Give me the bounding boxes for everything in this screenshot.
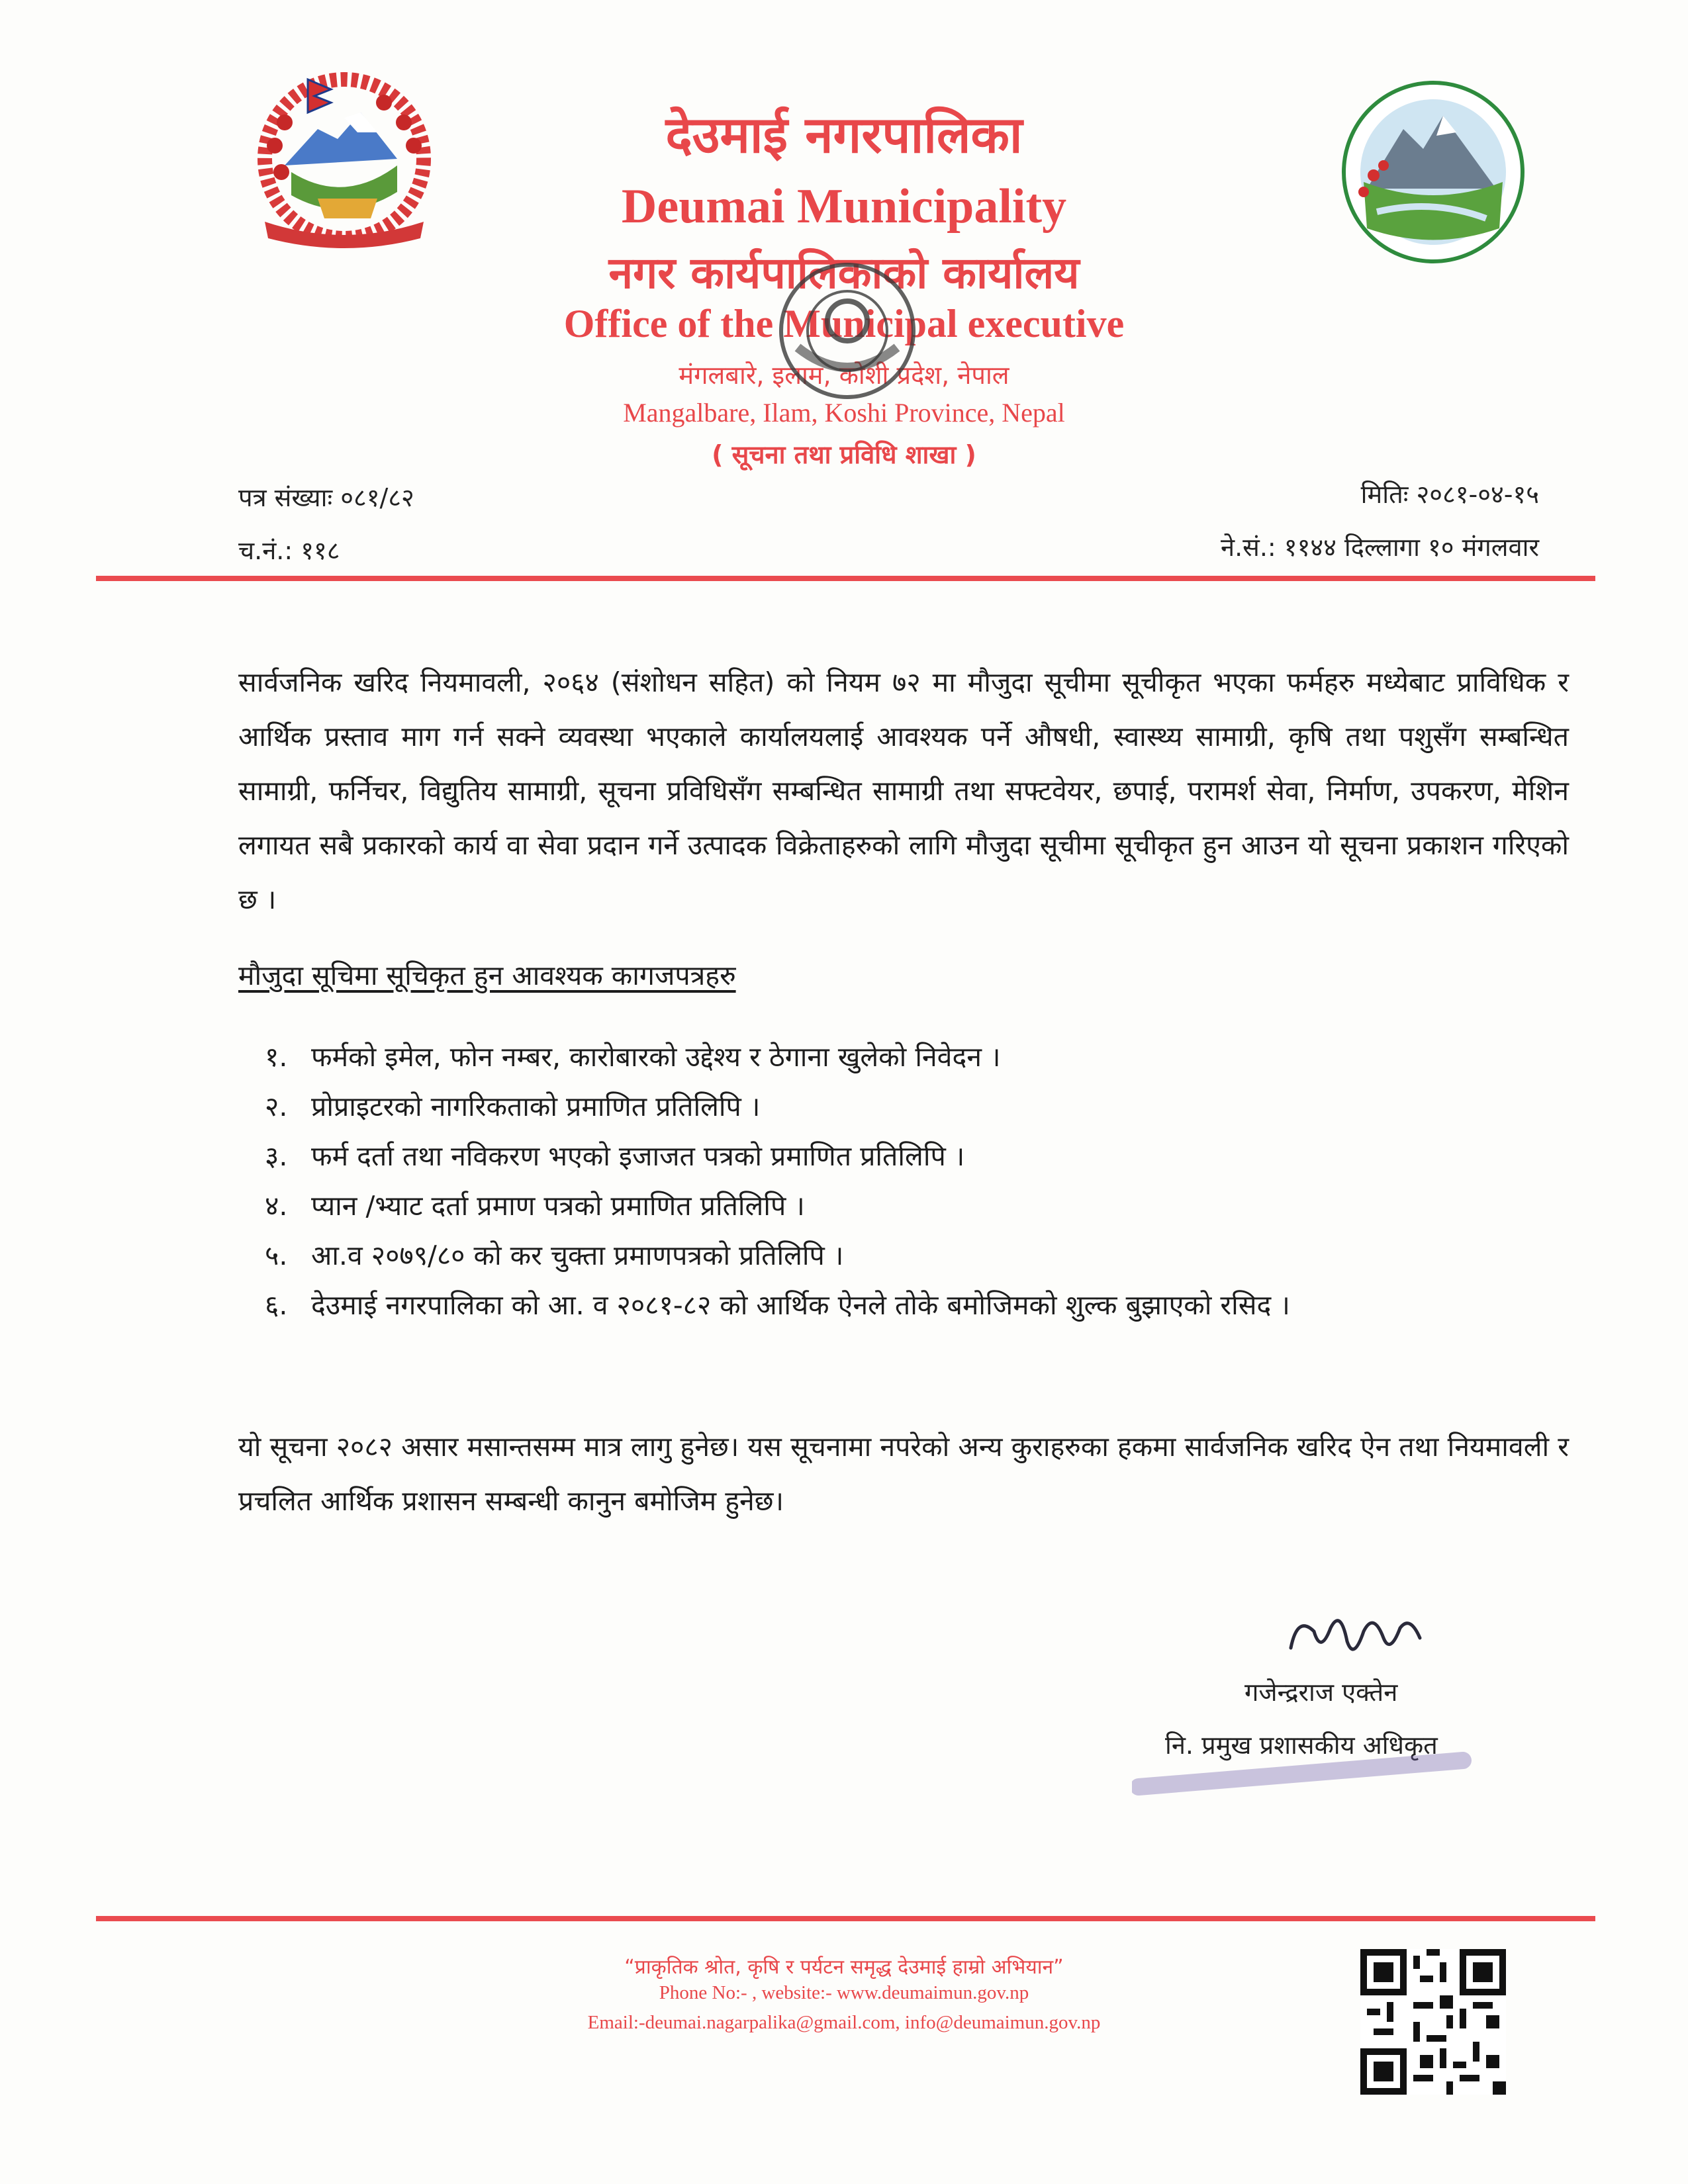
list-item-text: फर्म दर्ता तथा नविकरण भएको इजाजत पत्रको प्रमाणित प्रतिलिपि । <box>311 1140 965 1172</box>
list-item <box>265 1032 1523 1082</box>
municipality-name-en: Deumai Municipality <box>621 179 1067 234</box>
documents-list <box>265 1032 1523 1330</box>
address-np: मंगलबारे, इलाम, कोशी प्रदेश, नेपाल <box>679 361 1009 390</box>
list-item-text: देउमाई नगरपालिका को आ. व २०८१-८२ को आर्थिक ऐनले तोके बमोजिमको शुल्क बुझाएको रसिद । <box>311 1289 1290 1321</box>
footer-phone-website: Phone No:- , website:- www.deumaimun.gov.np <box>659 1982 1029 2003</box>
list-item-number: २. <box>265 1091 288 1122</box>
office-name-en: Office of the Municipal executive <box>563 302 1125 345</box>
list-item-number: ४. <box>265 1190 288 1222</box>
list-item-number: १. <box>265 1041 288 1073</box>
list-item-number: ३. <box>265 1140 288 1172</box>
letter-number: पत्र संख्याः ०८१/८२ <box>238 483 414 512</box>
list-item-number: ५. <box>265 1240 288 1271</box>
nepal-emblem-icon <box>245 66 444 258</box>
intro-paragraph: सार्वजनिक खरिद नियमावली, २०६४ (संशोधन सहित) को नियम ७२ मा मौजुदा सूचीमा सूचीकृत भएका फर्महरु मध्येबाट प्राविधिक र आर्थिक प्रस्ताव माग गर्न सक्ने व्यवस्था भएकाले कार्यालयलाई आवश्यक पर्ने औषधी, स्वास्थ्य सामाग्री, कृषि तथा पशुसँग सम्बन्धित सामाग्री, फर्निचर, विद्युतिय सामाग्री, सूचना प्रविधिसँग सम्बन्धित सामाग्री तथा सफ्टवेयर, छपाई, परामर्श सेवा, निर्माण, उपकरण, मेशिन लगायत सबै प्रकारको कार्य वा सेवा प्रदान गर्ने उत्पादक विक्रेताहरुको लागि मौजुदा सूचीमा सूचीकृत हुन आउन यो सूचना प्रकाशन गरिएको छ । <box>238 666 1569 915</box>
list-item <box>265 1281 1523 1330</box>
address-en: Mangalbare, Ilam, Koshi Province, Nepal <box>623 398 1065 428</box>
list-item-number: ६. <box>265 1289 288 1321</box>
list-item-text: प्यान /भ्याट दर्ता प्रमाण पत्रको प्रमाणित प्रतिलिपि । <box>311 1190 805 1222</box>
office-stamp-icon <box>771 255 923 407</box>
signature-scribble <box>1284 1602 1430 1674</box>
dispatch-number: च.नं.: ११८ <box>238 536 340 565</box>
qr-code-icon <box>1360 1949 1506 2095</box>
signatory-title: नि. प्रमुख प्रशासकीय अधिकृत <box>1165 1731 1438 1760</box>
list-item <box>265 1181 1523 1231</box>
list-item-text: आ.व २०७९/८० को कर चुक्ता प्रमाणपत्रको प्रतिलिपि । <box>311 1240 844 1271</box>
documents-heading: मौजुदा सूचिमा सूचिकृत हुन आवश्यक कागजपत्रहरु <box>238 960 736 991</box>
list-item-text: फर्मको इमेल, फोन नम्बर, कारोबारको उद्देश्य र ठेगाना खुलेको निवेदन । <box>311 1041 1001 1073</box>
list-item <box>265 1132 1523 1181</box>
signatory-name: गजेन्द्रराज एक्तेन <box>1244 1678 1398 1707</box>
list-item <box>265 1231 1523 1281</box>
office-name-np: नगर कार्यपालिकाको कार्यालय <box>608 248 1080 298</box>
section-name: ( सूचना तथा प्रविधि शाखा ) <box>712 440 976 469</box>
designation-stamp-icon <box>1132 1747 1476 1807</box>
nepal-sambat-date: ने.सं.: ११४४ दिल्लागा १० मंगलवार <box>1220 533 1539 562</box>
header-divider <box>96 576 1595 581</box>
footer-divider <box>96 1916 1595 1921</box>
deumai-logo-icon <box>1337 76 1529 268</box>
footer-email: Email:-deumai.nagarpalika@gmail.com, info@deumaimun.gov.np <box>587 2012 1101 2033</box>
letter-date: मितिः २०८१-०४-१५ <box>1360 480 1539 509</box>
list-item <box>265 1082 1523 1132</box>
footer-slogan: “प्राकृतिक श्रोत, कृषि र पर्यटन समृद्ध देउमाई हाम्रो अभियान” <box>624 1956 1064 1979</box>
municipality-name-np: देउमाई नगरपालिका <box>665 105 1023 164</box>
list-item-text: प्रोप्राइटरको नागरिकताको प्रमाणित प्रतिलिपि । <box>311 1091 761 1122</box>
closing-paragraph: यो सूचना २०८२ असार मसान्तसम्म मात्र लागु हुनेछ। यस सूचनामा नपरेको अन्य कुराहरुका हकमा सार्वजनिक खरिद ऐन तथा नियमावली र प्रचलित आर्थिक प्रशासन सम्बन्धी कानुन बमोजिम हुनेछ। <box>238 1431 1569 1517</box>
